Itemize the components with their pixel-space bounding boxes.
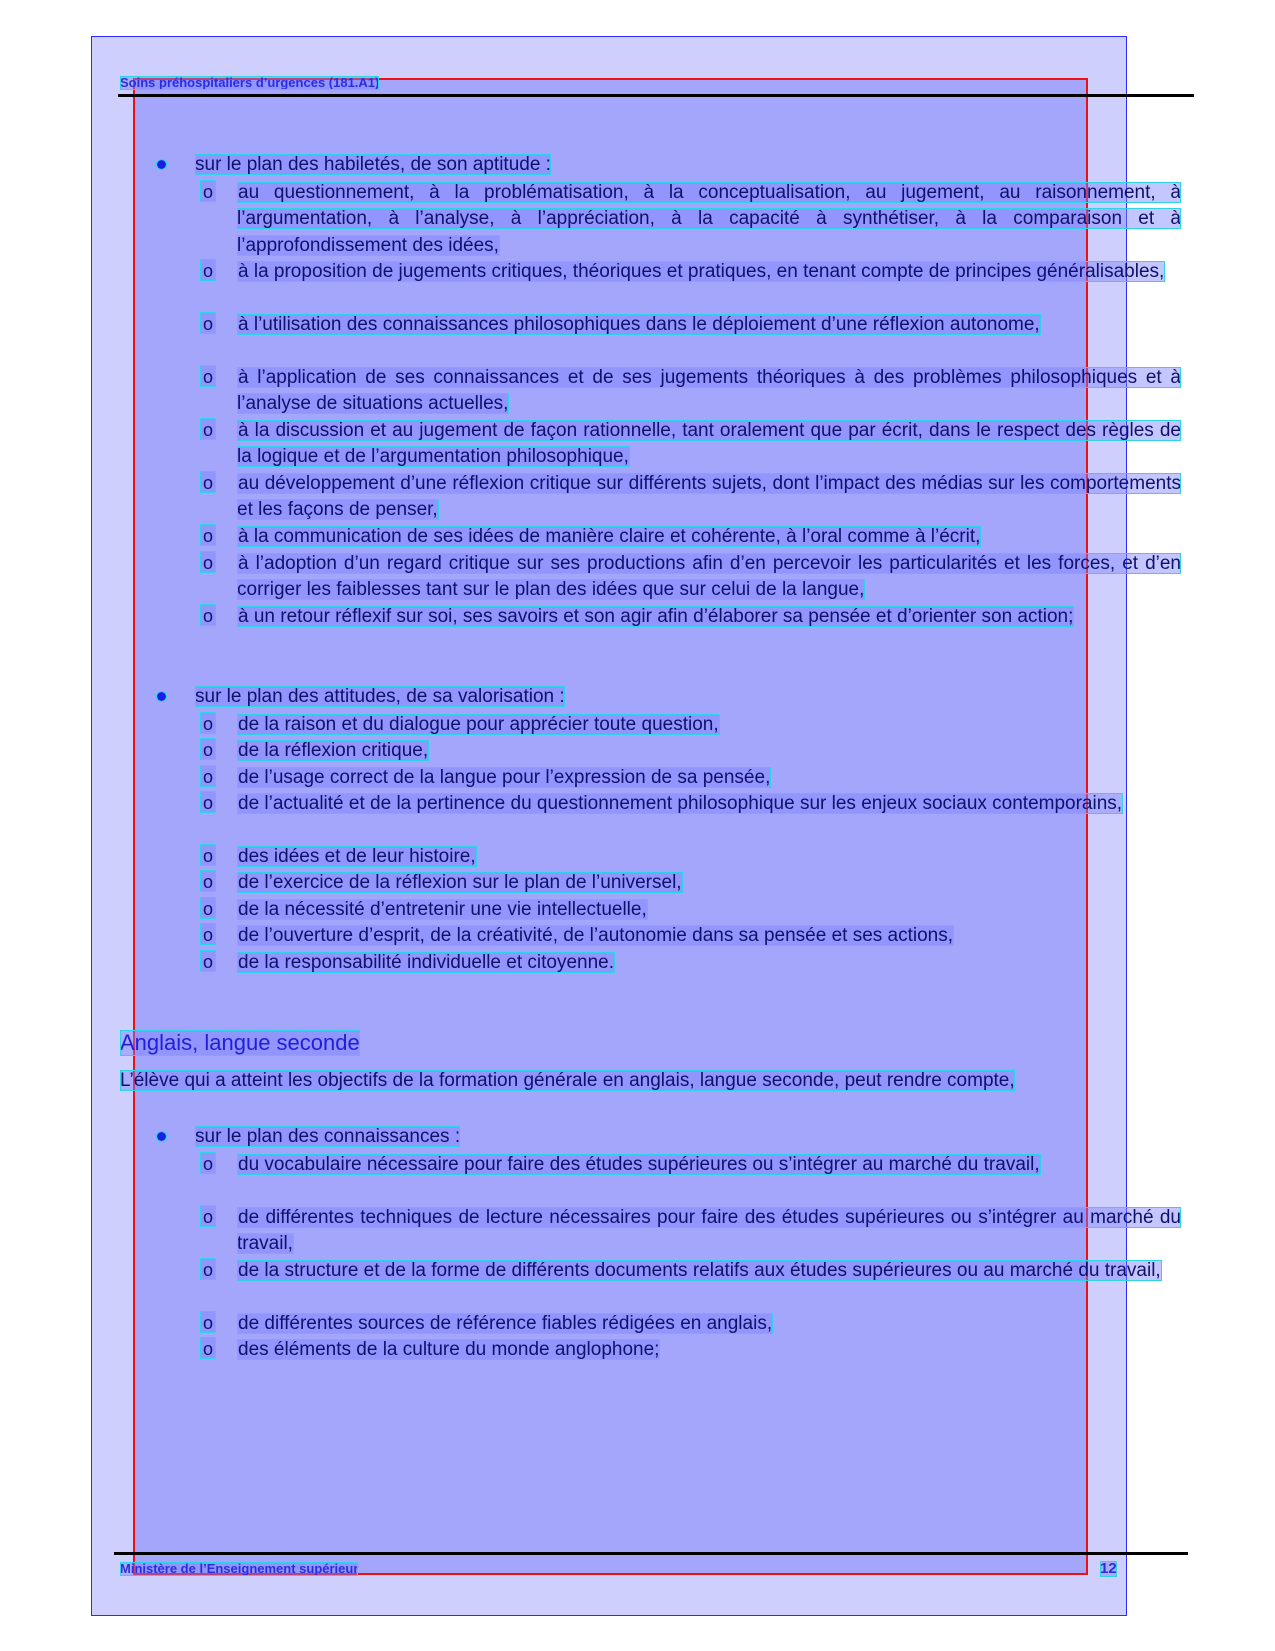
bullet-icon: [157, 692, 166, 701]
abilities-heading-row: [157, 154, 551, 175]
list-marker: o: [200, 738, 216, 760]
list-item-text: de l’usage correct de la langue pour l’expression de sa pensée,: [238, 767, 771, 788]
list-marker: o: [200, 180, 216, 202]
list-marker: o: [200, 312, 216, 334]
list-item-text: de l’actualité et de la pertinence du questionnement philosophique sur les enjeux sociaux contemporains,: [238, 793, 1123, 814]
list-item-text: de la raison et du dialogue pour apprécier toute question,: [238, 714, 719, 735]
list-marker: o: [200, 604, 216, 626]
list-item-text: au questionnement, à la problématisation, à la conceptualisation, au jugement, au raisonnement, à l’argumentation, à l’analyse, à l’appréciation, à la capacité à synthétiser, à la comparaison et à l’approfondissement des idées,: [237, 182, 1181, 256]
list-marker: o: [200, 950, 216, 972]
list-item-text: de la nécessité d’entretenir une vie intellectuelle,: [238, 899, 647, 920]
list-item: [200, 791, 1181, 817]
list-item: [200, 897, 1181, 923]
running-footer: Ministère de l’Enseignement supérieur: [120, 1561, 359, 1576]
list-marker: o: [200, 844, 216, 866]
list-item-text: des idées et de leur histoire,: [238, 846, 476, 867]
list-item: [200, 738, 1181, 764]
list-item: [200, 1205, 1181, 1258]
list-item-text: à la discussion et au jugement de façon rationnelle, tant oralement que par écrit, dans le respect des règles de la logique et de l’argumentation philosophique,: [237, 420, 1181, 468]
list-marker: o: [200, 259, 216, 281]
list-item: [200, 1337, 1181, 1363]
list-marker: o: [200, 551, 216, 573]
list-item: [200, 524, 1181, 550]
list-item: [200, 950, 1181, 976]
running-header: Soins préhospitaliers d’urgences (181.A1): [120, 75, 380, 90]
list-item-text: à la communication de ses idées de manière claire et cohérente, à l’oral comme à l’écrit,: [238, 526, 981, 547]
list-marker: o: [200, 923, 216, 945]
list-item: [200, 1258, 1181, 1284]
bullet-icon: [157, 1132, 166, 1141]
list-item-text: à l’application de ses connaissances et de ses jugements théoriques à des problèmes philosophiques et à l’analyse de situations actuelles,: [237, 367, 1181, 415]
page-number: 12: [1100, 1560, 1117, 1577]
list-item: [200, 1152, 1181, 1178]
list-item: [200, 712, 1181, 738]
list-item-text: de la responsabilité individuelle et citoyenne.: [238, 952, 615, 973]
list-marker: o: [200, 870, 216, 892]
list-marker: o: [200, 712, 216, 734]
list-item-text: de différentes sources de référence fiables rédigées en anglais,: [238, 1313, 773, 1334]
list-item: [200, 870, 1181, 896]
list-item: [200, 765, 1181, 791]
list-item: [200, 551, 1181, 604]
knowledge-heading: sur le plan des connaissances :: [195, 1126, 461, 1147]
footer-rule: [114, 1552, 1188, 1555]
list-item-text: des éléments de la culture du monde anglophone;: [238, 1339, 660, 1360]
list-item-text: de l’ouverture d’esprit, de la créativité, de l’autonomie dans sa pensée et ses actions,: [238, 925, 954, 946]
list-item-text: de l’exercice de la réflexion sur le plan de l’universel,: [238, 872, 682, 893]
section-intro: L’élève qui a atteint les objectifs de la formation générale en anglais, langue seconde, peut rendre compte,: [120, 1070, 1015, 1091]
list-item-text: de la réflexion critique,: [238, 740, 429, 761]
bullet-icon: [157, 160, 166, 169]
list-item: [200, 180, 1181, 259]
list-item: [200, 844, 1181, 870]
list-marker: o: [200, 1337, 216, 1359]
list-marker: o: [200, 1311, 216, 1333]
list-item-text: à l’utilisation des connaissances philosophiques dans le déploiement d’une réflexion autonome,: [238, 314, 1040, 335]
list-item-text: à la proposition de jugements critiques, théoriques et pratiques, en tenant compte de principes généralisables,: [238, 261, 1165, 282]
list-item: [200, 365, 1181, 418]
abilities-heading: sur le plan des habiletés, de son aptitude :: [195, 154, 551, 175]
list-marker: o: [200, 897, 216, 919]
list-item: [200, 312, 1181, 338]
list-item-text: à l’adoption d’un regard critique sur ses productions afin d’en percevoir les particularités et les forces, et d’en corriger les faiblesses tant sur le plan des idées que sur celui de la langue,: [237, 553, 1181, 601]
list-marker: o: [200, 1205, 216, 1227]
list-item-text: du vocabulaire nécessaire pour faire des études supérieures ou s’intégrer au marché du travail,: [238, 1154, 1040, 1175]
list-item: [200, 923, 1181, 949]
list-item-text: de la structure et de la forme de différents documents relatifs aux études supérieures ou au marché du travail,: [238, 1260, 1161, 1281]
attitudes-heading: sur le plan des attitudes, de sa valorisation :: [195, 686, 565, 707]
header-rule: [118, 94, 1194, 97]
list-marker: o: [200, 471, 216, 493]
list-item-text: de différentes techniques de lecture nécessaires pour faire des études supérieures ou s’intégrer au marché du travail,: [237, 1207, 1181, 1255]
list-item-text: au développement d’une réflexion critique sur différents sujets, dont l’impact des médias sur les comportements et les façons de penser,: [237, 473, 1181, 521]
list-item: [200, 1311, 1181, 1337]
list-marker: o: [200, 418, 216, 440]
list-marker: o: [200, 791, 216, 813]
section-title: Anglais, langue seconde: [120, 1030, 360, 1055]
list-item-text: à un retour réflexif sur soi, ses savoirs et son agir afin d’élaborer sa pensée et d’orienter son action;: [238, 606, 1074, 627]
list-marker: o: [200, 1258, 216, 1280]
list-marker: o: [200, 524, 216, 546]
list-item: [200, 418, 1181, 471]
list-marker: o: [200, 365, 216, 387]
attitudes-heading-row: [157, 686, 565, 707]
knowledge-heading-row: [157, 1126, 461, 1147]
list-item: [200, 604, 1181, 630]
list-item: [200, 471, 1181, 524]
list-marker: o: [200, 765, 216, 787]
list-marker: o: [200, 1152, 216, 1174]
list-item: [200, 259, 1181, 285]
